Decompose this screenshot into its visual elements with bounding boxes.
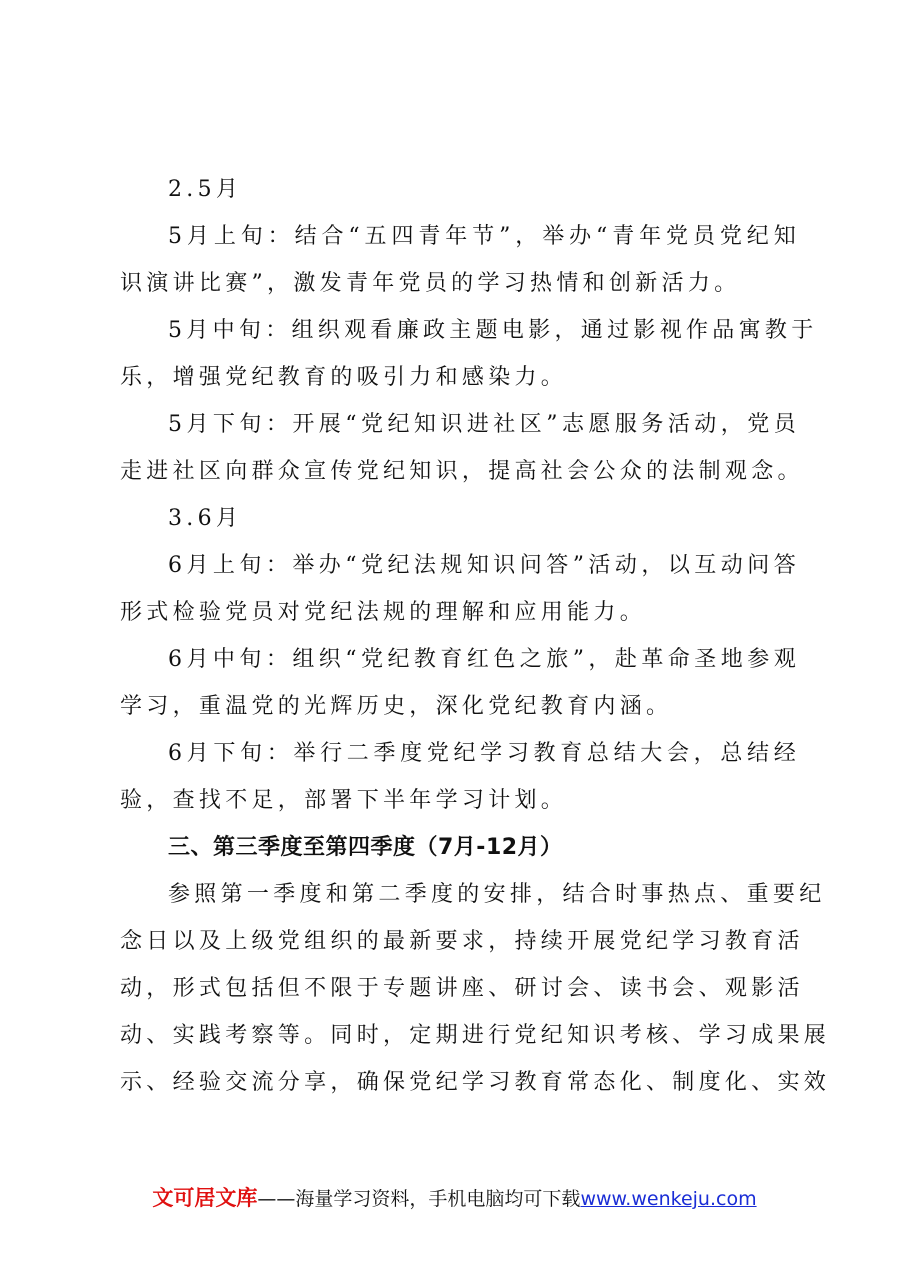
text-line: 验，查找不足，部署下半年学习计划。 [120,788,568,813]
text-line: 6月上旬：举办“党纪法规知识问答”活动，以互动问答 [168,553,800,578]
text-line: 参照第一季度和第二季度的安排，结合时事热点、重要纪 [168,882,826,907]
text-line: 识演讲比赛”，激发青年党员的学习热情和创新活力。 [120,271,741,296]
footer-website-link[interactable]: www.wenkeju.com [580,1188,757,1210]
text-line: 念日以及上级党组织的最新要求，持续开展党纪学习教育活 [120,929,804,954]
text-line: 5月中旬：组织观看廉政主题电影，通过影视作品寓教于 [168,318,818,343]
footer-banner [0,1182,909,1212]
text-line: 形式检验党员对党纪法规的理解和应用能力。 [120,600,647,625]
text-line: 示、经验交流分享，确保党纪学习教育常态化、制度化、实效 [120,1070,831,1095]
section-heading: 三、第三季度至第四季度（7月-12月） [168,835,563,860]
text-line: 动，形式包括但不限于专题讲座、研讨会、读书会、观影活 [120,976,804,1001]
text-line: 6月中旬：组织“党纪教育红色之旅”，赴革命圣地参观 [168,647,800,672]
text-line: 2.5月 [168,177,243,202]
document-body [120,166,831,1106]
text-line: 动、实践考察等。同时，定期进行党纪知识考核、学习成果展 [120,1023,831,1048]
text-line: 5月上旬：结合“五四青年节”，举办“青年党员党纪知 [168,224,800,249]
footer-brand: 文可居文库 [152,1186,258,1210]
footer-tagline: ——海量学习资料，手机电脑均可下载 [257,1188,581,1210]
text-line: 学习，重温党的光辉历史，深化党纪教育内涵。 [120,694,673,719]
text-line: 乐，增强党纪教育的吸引力和感染力。 [120,365,568,390]
text-line: 走进社区向群众宣传党纪知识，提高社会公众的法制观念。 [120,459,804,484]
text-line: 6月下旬：举行二季度党纪学习教育总结大会，总结经 [168,741,800,766]
text-line: 5月下旬：开展“党纪知识进社区”志愿服务活动，党员 [168,412,800,437]
text-line: 3.6月 [168,506,243,531]
